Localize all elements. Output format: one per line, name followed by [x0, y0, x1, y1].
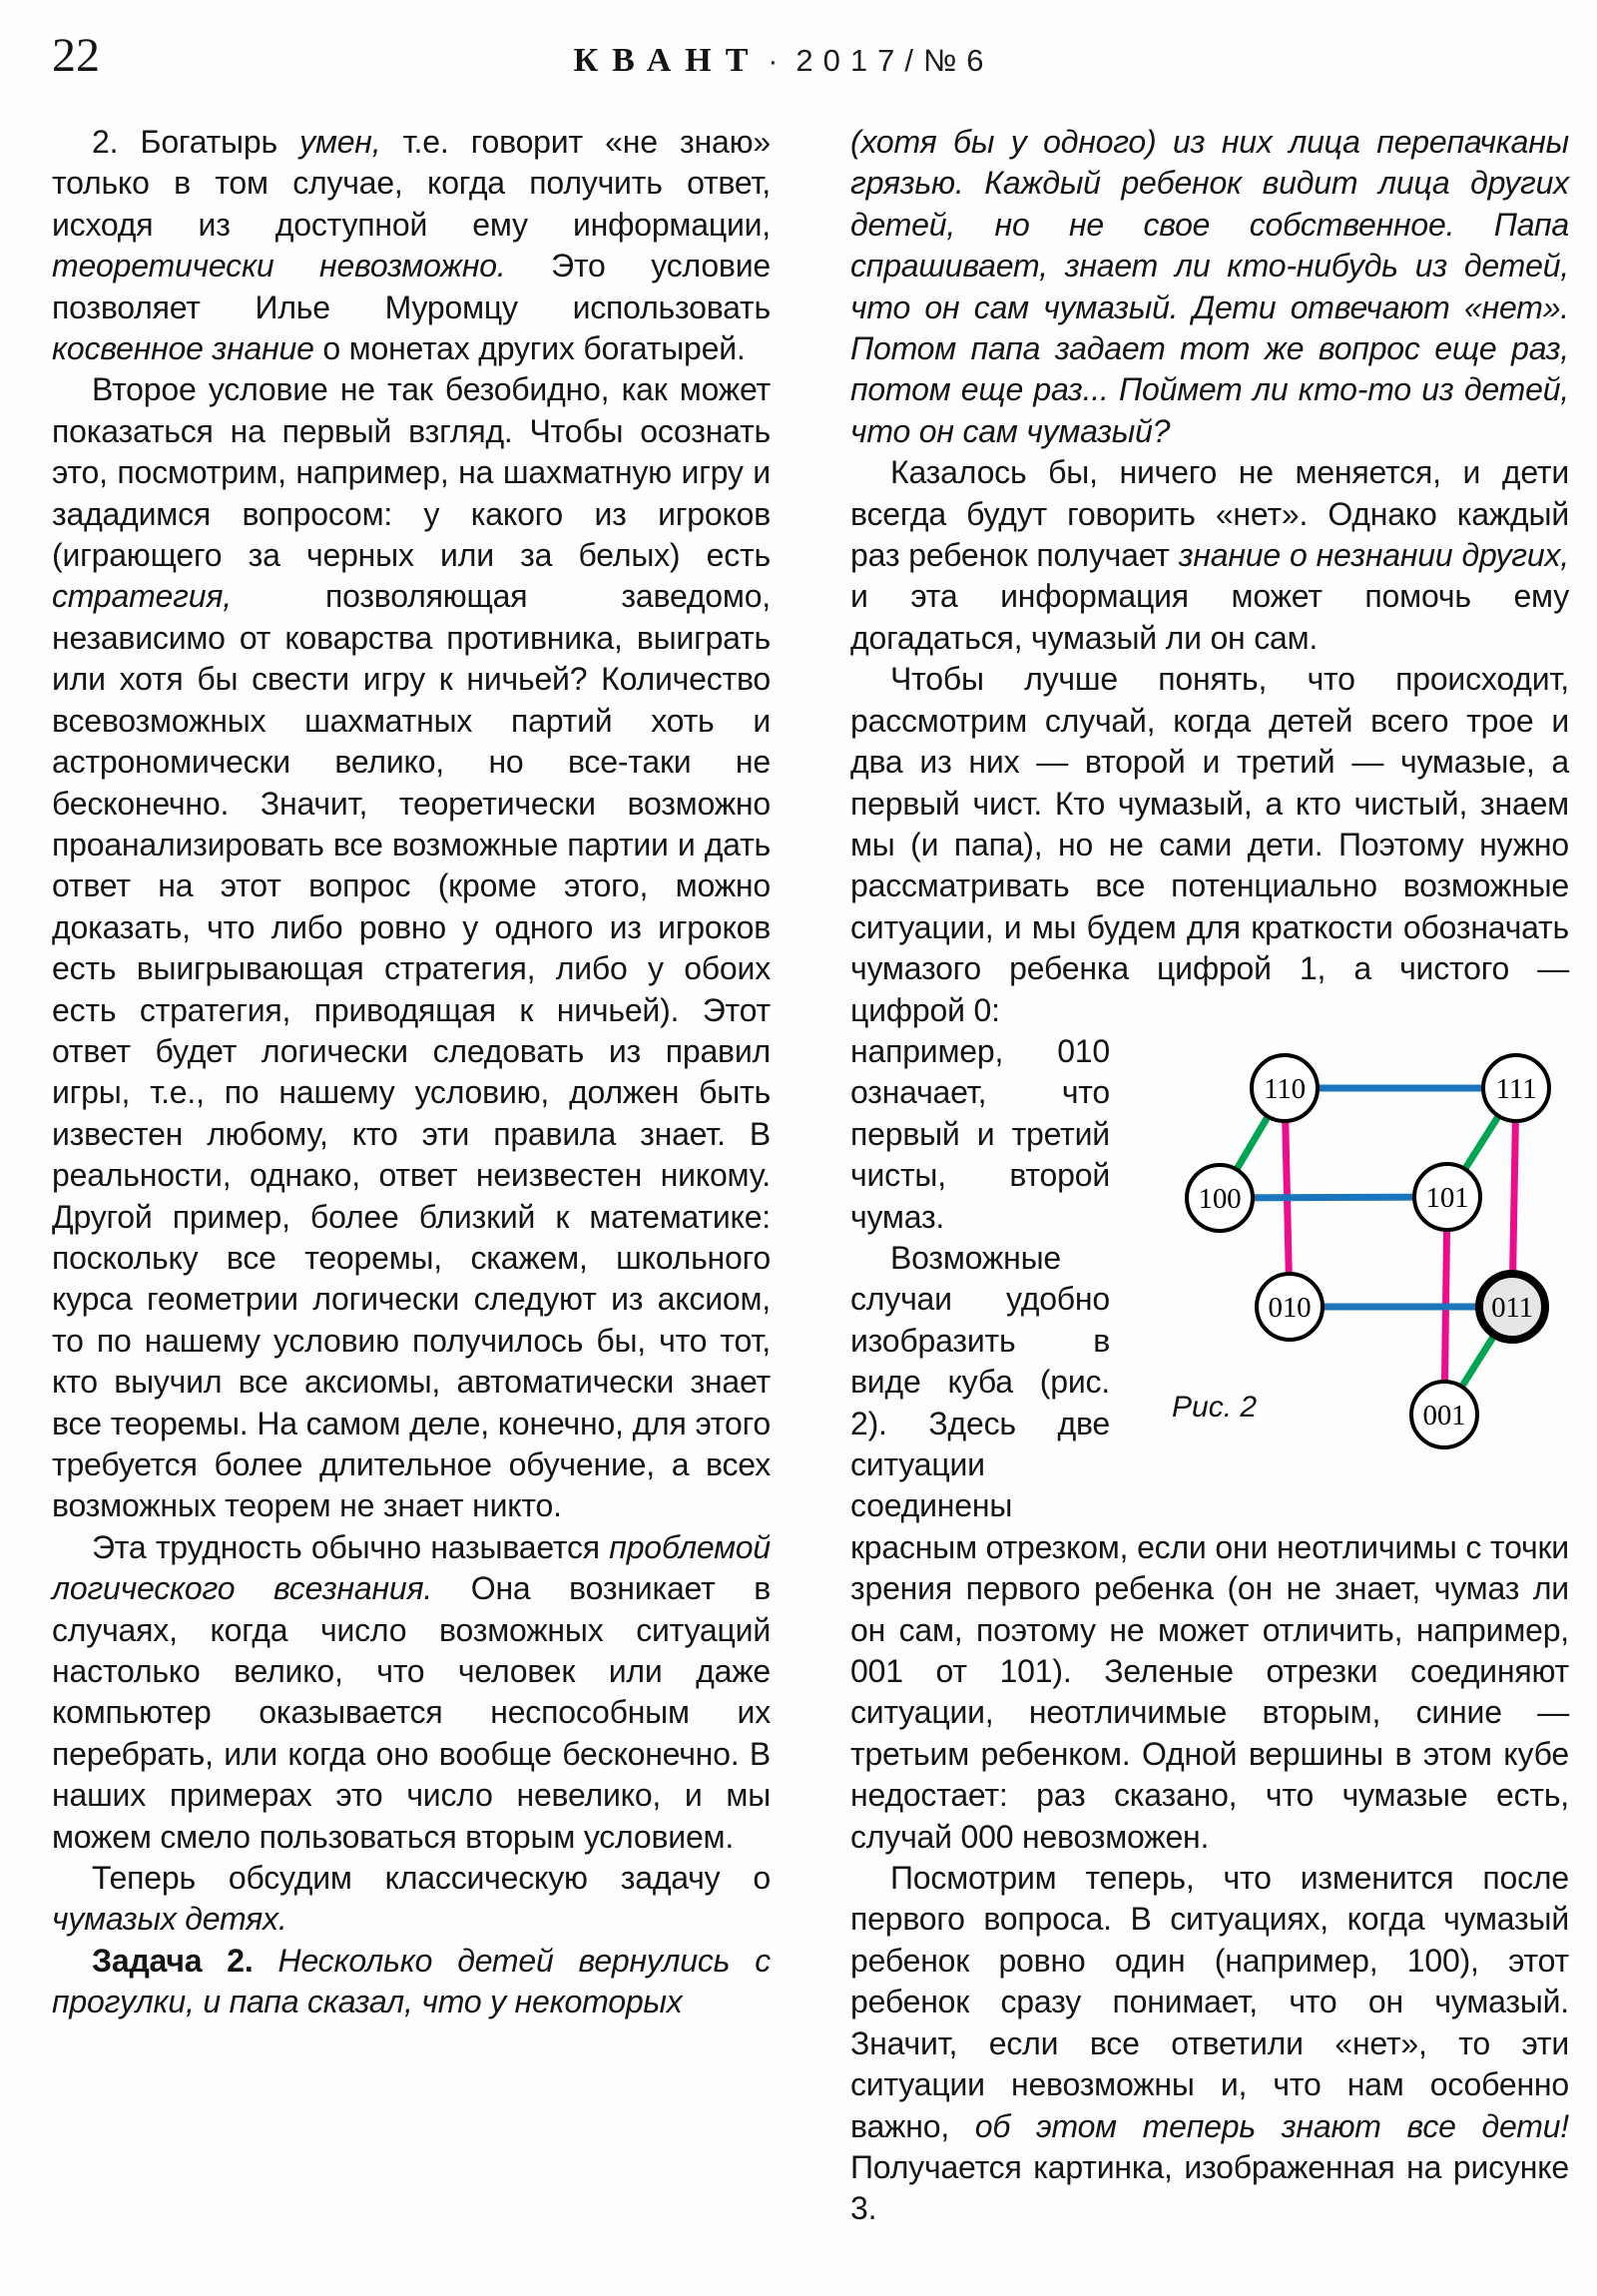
- text-run: и эта информация может помочь ему догадаться, чумазый ли он сам.: [850, 578, 1569, 656]
- node-label-100: 100: [1198, 1182, 1242, 1215]
- text-run: знание о незнании других,: [1178, 537, 1569, 574]
- paragraph-three-children-setup: [850, 659, 1569, 1031]
- node-label-001: 001: [1422, 1399, 1466, 1432]
- node-label-101: 101: [1425, 1181, 1469, 1214]
- running-head: [0, 42, 1567, 80]
- text-run: позволяющая заведомо, независимо от коварства противника, выиграть или хотя бы свести игру к ничьей? Количество всевозможных шахматных партий хоть и астрономически велико, но все-таки не бесконечно. Значит, теоретически возможно проанализировать все возможные партии и дать ответ на этот вопрос (кроме этого, можно доказать, что либо ровно у одного из игроков есть выигрывающая стратегия, либо у обоих есть стратегия, приводящая к ничьей). Этот ответ будет логически следовать из правил игры, т.е., по нашему условию, должен быть известен любому, кто эти правила знает. В реальности, однако, ответ неизвестен никому. Другой пример, более близкий к математике: поскольку все теоремы, скажем, школьного курса геометрии логически следуют из аксиом, то по нашему условию получилось бы, что тот, кто выучил все аксиомы, автоматически знает все теоремы. На самом деле, конечно, для этого требуется более длительное обучение, а всех возможных теорем не знает никто.: [52, 578, 771, 1524]
- paragraph-task-2-continuation: [850, 122, 1569, 452]
- paragraph-after-first-question: [850, 1858, 1569, 2230]
- text-run: Чтобы лучше понять, что происходит, рассмотрим случай, когда детей всего трое и два из них — второй и третий — чумазые, а первый чист. Кто чумазый, а кто чистый, знаем мы (и папа), но не сами дети. Поэтому нужно рассматривать все потенциально возможные ситуации, и мы будем для краткости обозначать чумазого ребенка цифрой 1, а чистого — цифрой 0:: [850, 661, 1569, 1028]
- text-run: стратегия,: [52, 578, 232, 615]
- paragraph-knowledge-of-ignorance: [850, 452, 1569, 659]
- text-run: Возможные случаи удобно изобразить в виде куба (рис. 2). Здесь две ситуации соединены красным отрезком, если они неотличимы с точки зрения первого ребенка (он не знает, чумаз ли он сам, поэтому не может отличить, например, 001 от 101). Зеленые отрезки соединяют ситуации, неотличимые вторым, синие — третьим ребенком. Одной вершины в этом кубе недостает: раз сказано, что чумазые есть, случай 000 невозможен.: [850, 1239, 1569, 1855]
- text-run: (хотя бы у одного) из них лица перепачканы грязью. Каждый ребенок видит лица других детей, но не свое собственное. Папа спрашивает, знает ли кто-нибудь из детей, что он сам чумазый. Дети отвечают «нет». Потом папа задает тот же вопрос еще раз, потом еще раз... Поймет ли кто-то из детей, что он сам чумазый?: [850, 124, 1569, 449]
- paragraph-chess-example: [52, 369, 771, 1526]
- text-run: Несколько детей вернулись с прогулки, и папа сказал, что у некоторых: [52, 1942, 771, 2020]
- text-run: умен,: [299, 124, 381, 160]
- node-label-111: 111: [1495, 1072, 1537, 1105]
- right-column: [850, 122, 1569, 2230]
- text-run: Второе условие не так безобидно, как может показаться на первый взгляд. Чтобы осознать это, посмотрим, например, на шахматную игру и зададимся вопросом: у какого из игроков (играющего за черных или за белых) есть: [52, 371, 771, 574]
- text-run: о монетах других богатырей.: [313, 330, 746, 367]
- text-run: [254, 1943, 278, 1979]
- text-run: т.е. говорит «не знаю» только в том случае, когда получить ответ, исходя из доступной ему информации,: [52, 124, 771, 243]
- node-label-011: 011: [1491, 1291, 1533, 1324]
- paragraph-task-2: [52, 1941, 771, 2023]
- text-run: 2. Богатырь: [92, 124, 300, 160]
- text-run: проблемой логического всезнания.: [52, 1528, 771, 1607]
- paragraph-muddy-children-intro: [52, 1858, 771, 1941]
- issue-label: 2017/№6: [796, 43, 994, 78]
- node-label-010: 010: [1268, 1291, 1312, 1324]
- figure-2: [1120, 1035, 1569, 1480]
- left-column: [52, 122, 771, 2023]
- text-run: Это условие позволяет Илье Муромцу использовать: [52, 248, 772, 325]
- text-run: Казалось бы, ничего не меняется, и дети всегда будут говорить «нет». Однако каждый раз ребенок получает: [850, 454, 1569, 574]
- text-run: теоретически невозможно.: [52, 248, 506, 285]
- journal-title: КВАНТ: [573, 42, 763, 79]
- text-run: Получается картинка, изображенная на рисунке 3.: [850, 2148, 1569, 2227]
- paragraph-logical-omniscience: [52, 1527, 771, 1858]
- text-run: Задача 2.: [92, 1942, 254, 1979]
- paragraph-knight-condition: [52, 122, 771, 369]
- figure-2-caption: Рис. 2: [1172, 1390, 1258, 1424]
- text-run: Посмотрим теперь, что изменится после первого вопроса. В ситуациях, когда чумазый ребенок ровно один (например, 100), этот ребенок сразу понимает, что он чумазый. Значит, если все ответили «нет», то эти ситуации невозможны и, что нам особенно важно,: [850, 1860, 1569, 2144]
- text-run: Она возникает в случаях, когда число возможных ситуаций настолько велико, что человек или даже компьютер оказывается неспособным их перебрать, или когда оно вообще бесконечно. В наших примерах это число невелико, и мы можем смело пользоваться вторым условием.: [52, 1570, 771, 1855]
- text-run: Эта трудность обычно называется: [92, 1528, 610, 1565]
- text-run: Теперь обсудим классическую задачу о: [92, 1860, 771, 1897]
- node-label-110: 110: [1264, 1072, 1306, 1105]
- text-run: чумазых детях.: [52, 1901, 287, 1938]
- page-number: 22: [52, 29, 100, 82]
- text-run: косвенное знание: [52, 330, 314, 367]
- text-run: об этом теперь знают все дети!: [974, 2107, 1569, 2144]
- text-run: например, 010 означает, что первый и третий чисты, второй чумаз.: [850, 1032, 1110, 1235]
- header-separator: ·: [768, 45, 779, 78]
